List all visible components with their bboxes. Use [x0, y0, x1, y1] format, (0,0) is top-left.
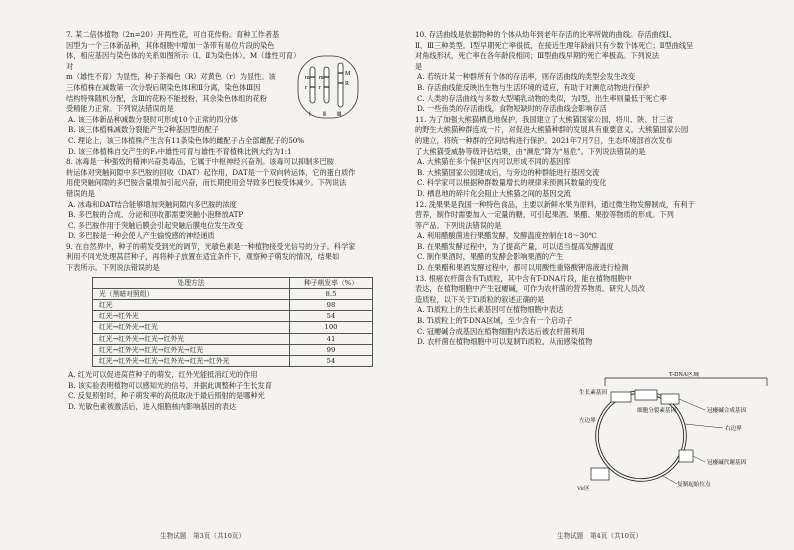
question-9 [66, 242, 383, 413]
opine-synthesis-label: 冠瘿碱合成基因 [707, 408, 747, 414]
q8-line-0: 8. 冰毒是一种强效的精神兴奋类毒品，它属于中枢神经兴奋剂。该毒可以抑制多巴胺 [66, 157, 334, 167]
t-dna-label: T-DNA区域 [669, 372, 700, 378]
q7-option-d: D. 该三体植株自交产生的F₁中雄性可育与雄性不育植株比例大约为1:1 [68, 146, 292, 156]
table-cell: 98 [290, 300, 373, 311]
q8-option-c: C. 多巴胺作用于突触后膜会引起突触后膜电位发生改变 [68, 220, 244, 230]
table-cell: 100 [290, 322, 373, 333]
opine-metabolism-label: 冠瘿碱代谢基因 [707, 460, 747, 466]
table-header-row [93, 277, 373, 288]
q11-line-0: 11. 为了加强大熊猫栖息地保护，我国建立了大熊猫国家公园，将川、陕、甘三省 [415, 114, 674, 124]
q8-option-d: D. 多巴胺是一种会使人产生愉悦感的神经递质 [68, 231, 215, 241]
vir-region-box [591, 468, 609, 480]
q9-line-1: 利用不同光处理莴苣种子，再将种子放置在适宜条件下，观察种子萌发的情况，结果如 [66, 252, 340, 262]
q11-option-a: A. 大熊猫在多个保护区内可以形成不同的基因库 [417, 157, 571, 167]
q11-line-1: 的野生大熊猫种群连成一片，对促进大熊猫种群的发展具有重要意义。大熊猫国家公园 [415, 125, 689, 135]
table-row [93, 311, 373, 322]
q13-line-2: 造质粒，以下关于Ti质粒的叙述正确的是 [415, 294, 545, 304]
question-11 [415, 115, 772, 200]
q12-option-c: C. 制作果酒时，果醋的发酵会影响果酒的产生 [417, 252, 564, 262]
gene-label: m [305, 75, 310, 81]
q10-line-1: Ⅱ、Ⅲ三种类型。Ⅰ型早期死亡率很低，在接近生理年龄前只有少数个体死亡；Ⅱ型曲线呈 [415, 40, 694, 50]
page-footer-right: 生物试题 第4页（共10页） [557, 532, 643, 540]
q12-option-d: D. 在果醋和果酒发酵过程中，都可以用酸性重铬酸钾溶液进行检测 [417, 263, 629, 273]
q10-line-0: 10. 存活曲线是依据物种的个体从幼年到老年存活的比率所做的曲线。存活曲线Ⅰ、 [415, 30, 676, 39]
q10-option-c: C. 人类的存活曲线与多数大型哺乳动物的类似，为Ⅰ型，出生率则量低于死亡率 [417, 93, 667, 103]
plasmid-ring-inner [597, 392, 685, 480]
q11-option-c: C. 科学家可以根据种群数量增长的规律来预测其数量的变化 [417, 178, 607, 188]
q9-line-0: 9. 在自然界中，种子的萌发受到光的调节，光敏色素是一种植物接受光信号的分子。科学家 [66, 241, 356, 251]
table-cell: 99 [290, 344, 373, 355]
gene-label: r [319, 85, 321, 91]
q7-line-2: 体，相应基因与染色体的关系如图所示（Ⅰ、Ⅱ为染色体）。M（雄性可育）对 [66, 51, 301, 71]
table-cell: 红光→红外光 [93, 311, 290, 322]
question-7 [66, 30, 302, 115]
table-row [93, 356, 373, 367]
q12-option-a: A. 利用醋酸菌进行果醋发酵，发酵温度控制在18～30℃ [417, 231, 597, 241]
q7-line-5: 结构特殊随机分配，含Ⅲ的花粉不能授粉，其余染色体组的花粉 [66, 93, 267, 103]
q8-option-a: A. 冰毒和DAT结合能够增加突触间隙内多巴胺的浓度 [68, 199, 237, 209]
chromosome-label: Ⅱ [323, 112, 326, 118]
q11-option-b: B. 大熊猫国家公园建成后，与旁边的种群能进行基因交流 [417, 167, 600, 177]
q10-line-2: 对角线形状，死亡率在各年龄段相同；Ⅲ型曲线早期的死亡率极高。下列说法 [415, 51, 660, 61]
question-8 [66, 157, 383, 242]
q9-table [92, 277, 373, 368]
table-cell: 8.5 [290, 288, 373, 299]
question-12 [415, 200, 772, 274]
table-cell: 红光→红外光→红光→红外光 [93, 333, 290, 344]
q13-option-d: D. 农杆菌在植物细胞中可以复制Ti质粒，从而感染植物 [417, 337, 593, 347]
q11-line-3: 了大熊猫受威胁等级评估结果，由“濒危”降为“易危”。下列说法错误的是 [415, 146, 646, 156]
table-cell: 54 [290, 356, 373, 367]
question-13 [415, 274, 772, 348]
table-header: 处理方法 [93, 277, 290, 288]
opine-synthesis-box [661, 394, 679, 404]
table-row [93, 333, 373, 344]
q7-line-0: 7. 某二倍体植物（2n=20）开两性花，可自花传粉。育种工作者基 [66, 30, 280, 39]
q8-line-3: 错误的是 [66, 188, 95, 198]
table-row [93, 344, 373, 355]
q13-option-a: A. Ti质粒上的生长素基因可在植物细胞中表达 [417, 305, 564, 315]
table-cell: 红光→红外光→红光→红外光→红光→红外光 [93, 356, 290, 367]
question-10 [415, 30, 772, 115]
auxin-gene-box [611, 392, 631, 402]
q7-line-1: 因型为一个三体新品种，其体细胞中增加一条带有易位片段的染色 [66, 40, 275, 50]
origin-label: 复制起始位点 [677, 482, 711, 488]
table-cell: 54 [290, 311, 373, 322]
q7-line-4: 三体植株在减数第一次分裂后期染色体Ⅰ和Ⅱ分离，染色体Ⅲ因 [66, 82, 261, 92]
leader-line [663, 476, 677, 484]
q8-option-b: B. 多巴胺的合成、分泌和回收都需要突触小泡释放ATP [68, 210, 244, 220]
chromosome-figure [297, 55, 359, 125]
q7-line-6: 受精能力正常。下列说法错误的是 [66, 104, 174, 114]
q10-line-3: 是 [415, 61, 423, 71]
chromosome-label: Ⅲ [337, 112, 342, 118]
q7-option-c: C. 理论上，该三体植株产生含有11条染色体的雌配子占全部雌配子的50% [68, 135, 305, 145]
table-header: 种子萌发率（%） [290, 277, 373, 288]
q8-line-2: 用使突触间隙的多巴胺含量增加引起兴奋，而长期使用会导致多巴胺受体减少。下列说法 [66, 178, 347, 188]
q13-options [415, 305, 600, 347]
table-cell: 红光 [93, 300, 290, 311]
vir-region-label: Vir区 [577, 486, 590, 492]
right-border-label: 右边界 [725, 426, 742, 432]
table-row [93, 288, 373, 299]
opine-metabolism-box [679, 450, 693, 462]
ti-plasmid-figure [577, 372, 787, 492]
q9-option-d: D. 光敏色素被激活后，进入细胞核内影响基因的表达 [68, 402, 237, 412]
chromosome-label: Ⅰ [309, 112, 311, 118]
q8-line-1: 转运体对突触间隙中多巴胺的回收（DAT）起作用，DAT是一个双向转运体，它的蛋白质作 [66, 167, 356, 177]
table-row [93, 322, 373, 333]
q12-line-0: 12. 洗果果是我国一种特色食品，主要以新鲜水果为原料，通过微生物发酵制成，有利于 [415, 199, 695, 209]
q13-line-1: 表达，在植物细胞中产生冠瘿碱，可作为农杆菌的营养物质。研究人员改 [415, 284, 646, 294]
q13-line-0: 13. 根癌农杆菌含有Ti质粒，其中含有T-DNA片段，能在植物细胞中 [415, 273, 632, 283]
page-footer-left: 生物试题 第3页（共10页） [160, 532, 246, 540]
table-cell: 41 [290, 333, 373, 344]
q13-option-c: C. 冠瘿碱合成基因在植物细胞内表达后被农杆菌利用 [417, 326, 585, 336]
chromosome-3 [338, 63, 343, 107]
table-cell: 光（黑暗对照组） [93, 288, 290, 299]
q12-line-2: 等产品。下列说法错误的是 [415, 220, 502, 230]
q12-option-b: B. 在果醋发酵过程中，为了提高产量，可以适当提高发酵温度 [417, 241, 614, 251]
left-border-label: 左边界 [579, 418, 596, 424]
chromosome-1 [310, 67, 315, 103]
q7-option-a: A. 该三体新品种减数分裂时可形成10个正常的四分体 [68, 114, 238, 124]
leader-line [679, 399, 705, 410]
q11-line-2: 的建立，将统一种群的空间结构进行保护。2021年7月7日，生态环境部首次发布 [415, 135, 673, 145]
table-cell: 红光→红外光→红光 [93, 322, 290, 333]
q10-option-b: B. 存活曲线能反映出生物与生活环境的适应，有助于对濒危动物进行保护 [417, 82, 650, 92]
gene-label: R [345, 81, 350, 87]
q9-option-c: C. 反复照射时，种子萌发率的高低取决于最后照射的是哪种光 [68, 391, 265, 401]
gene-label: M [345, 71, 351, 77]
leader-line [685, 424, 723, 428]
chromosome-2 [324, 67, 329, 103]
cytokinin-gene-label: 细胞分裂素基因 [637, 408, 677, 414]
q7-option-b: B. 该三体植株减数分裂能产生2种基因型的配子 [68, 125, 219, 135]
q12-line-1: 营养，制作时需要加入一定量的糖，可引起果酒、果醋、果胶等物质的形成。下列 [415, 210, 674, 220]
q13-option-b: B. Ti质粒上的T-DNA区域，至少含有一个启动子 [417, 316, 573, 326]
q10-option-d: D. 一些鱼类的存活曲线，食物短缺时的存活曲线会影响存活 [417, 104, 607, 114]
q7-line-3: m（雄性不育）为显性，种子茶褐色（R）对黄色（r）为显性。该 [66, 72, 276, 82]
cytokinin-gene-box [635, 390, 657, 400]
q9-line-2: 下表所示。下列说法错误的是 [66, 263, 160, 273]
q11-option-d: D. 栖息地的碎片化会阻止大熊猫之间的基因交流 [417, 188, 571, 198]
auxin-gene-label: 生长素基因 [579, 390, 607, 396]
q10-option-a: A. 若统计某一种群所有个体的存活率，则存活曲线的类型会发生改变 [417, 72, 636, 82]
gene-label: m [319, 75, 324, 81]
q9-option-a: A. 红光可以促进莴苣种子的萌发，红外光能抵消红光的作用 [68, 370, 258, 380]
leader-line [693, 456, 705, 462]
q9-option-b: B. 该实验表明植物可以感知光的信号，并据此调整种子生长发育 [68, 380, 272, 390]
table-cell: 红光→红外光→红光→红外光→红光 [93, 344, 290, 355]
table-row [93, 300, 373, 311]
gene-label: r [305, 85, 307, 91]
